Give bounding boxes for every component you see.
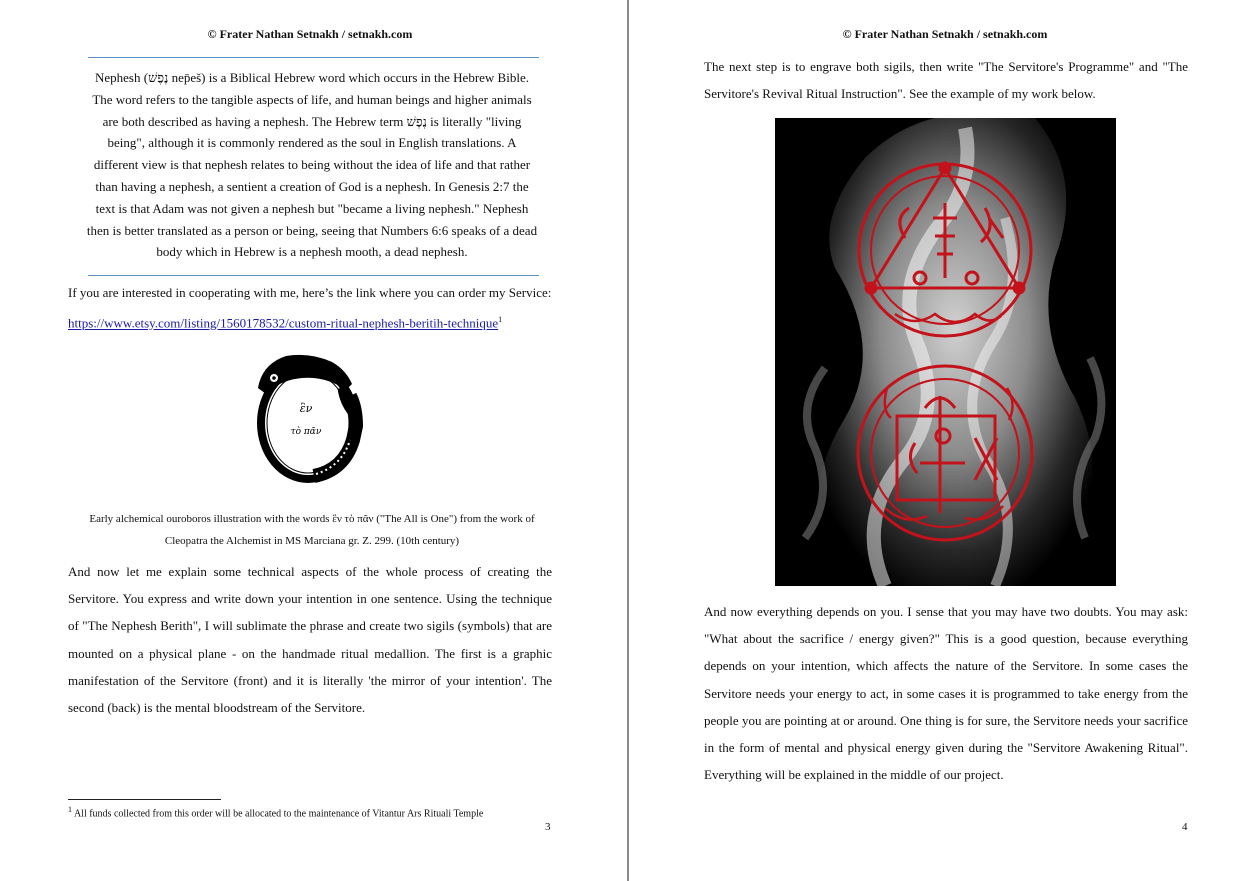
ouroboros-text-top: ἓν <box>299 402 313 415</box>
page-header: © Frater Nathan Setnakh / setnakh.com <box>207 27 413 41</box>
footnote-text: All funds collected from this order will be allocated to the maintenance of Vitantur Ars Rituali Temple <box>73 808 484 820</box>
page-number: 3 <box>545 821 551 833</box>
sigil-medallion-image <box>775 118 1116 586</box>
page-header: © Frater Nathan Setnakh / setnakh.com <box>842 27 1048 41</box>
nephesh-quote: Nephesh (נֶפֶשׁ nep̄eš) is a Biblical Hebrew word which occurs in the Hebrew Bible. The word refers to the tangible aspects of life, and human beings and higher animals are both described as having a nephesh. The Hebrew term נֶפֶשׁ is literally "living being", although it is commonly rendered as the soul in English translations. A different view is that nephesh relates to being without the idea of life and that rather than having a nephesh, a sentient a creation of God is a nephesh. In Genesis 2:7 the text is that Adam was not given a nephesh but "became a living nephesh." Nephesh then is better translated as a person or being, seeing that Numbers 6:6 speaks of a dead body which in Hebrew is a nephesh mooth, a dead nephesh. <box>86 70 538 260</box>
page-number: 4 <box>1182 821 1188 833</box>
etsy-order-link[interactable]: https://www.etsy.com/listing/1560178532/custom-ritual-nephesh-beritih-technique <box>68 315 499 331</box>
ouroboros-text-bottom: τὸ πᾶν <box>290 427 322 437</box>
ouroboros-caption: Early alchemical ouroboros illustration with the words ἓν τὸ πᾶν ("The All is One") from the work of Cleopatra the Alchemist in MS Marciana gr. Z. 299. (10th century) <box>89 513 535 547</box>
ouroboros-illustration <box>252 348 364 486</box>
quote-bottom-rule <box>88 275 539 276</box>
engrave-intro-paragraph: The next step is to engrave both sigils, then write "The Servitore's Programme" and "The Servitore's Revival Ritual Instruction". See the example of my work below. <box>704 59 1188 102</box>
servitore-process-paragraph: And now let me explain some technical aspects of the whole process of creating the Servitore. You express and write down your intention in one sentence. Using the technique of "The Nephesh Berith", I will sublimate the phrase and create two sigils (symbols) that are mounted on a physical plane - on the handmade ritual medallion. The first is a graphic manifestation of the Servitore (front) and it is literally 'the mirror of your intention'. The second (back) is the mental bloodstream of the Servitore. <box>68 564 552 716</box>
footnote-marker: 1 <box>498 315 503 325</box>
footnote-separator <box>68 799 221 800</box>
order-paragraph <box>68 279 554 337</box>
footnote <box>68 805 548 819</box>
footnote-number: 1 <box>68 805 72 814</box>
doubts-paragraph: And now everything depends on you. I sense that you may have two doubts. You may ask: "What about the sacrifice / energy given?" This is a good question, because everything depends on your intention, which affects the nature of the Servitore. In some cases the Servitore needs your energy to act, in some cases it is programmed to take energy from the people you are pointing at or around. One thing is for sure, the Servitore needs your sacrifice in the form of mental and physical energy given during the "Servitore Awakening Ritual". Everything will be explained in the middle of our project. <box>704 604 1188 783</box>
right-page <box>630 0 1249 881</box>
quote-top-rule <box>88 57 539 58</box>
order-intro: If you are interested in cooperating with me, here’s the link where you can order my Service: <box>68 285 552 300</box>
